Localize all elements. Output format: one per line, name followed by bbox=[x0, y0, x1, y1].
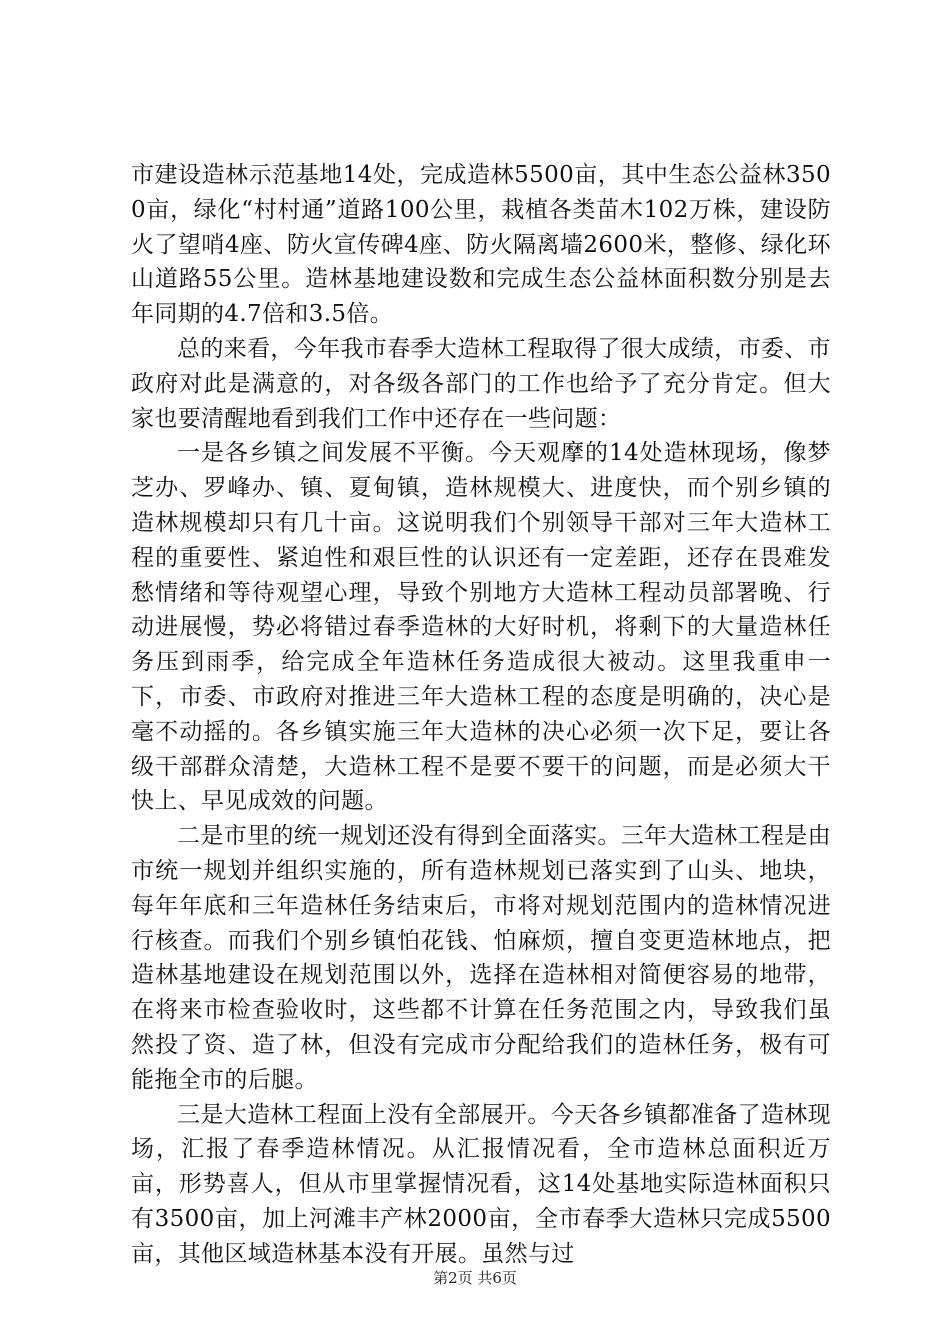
document-body bbox=[131, 158, 831, 1272]
paragraph-issue-two: 二是市里的统一规划还没有得到全面落实。三年大造林工程是由市统一规划并组织实施的，所有造林规划已落实到了山头、地块，每年年底和三年造林任务结束后，市将对规划范围内的造林情况进行核查。而我们个别乡镇怕花钱、怕麻烦，擅自变更造林地点，把造林基地建设在规划范围以外，选择在造林相对简便容易的地带，在将来市检查验收时，这些都不计算在任务范围之内，导致我们虽然投了资、造了林，但没有完成市分配给我们的造林任务，极有可能拖全市的后腿。 bbox=[131, 823, 831, 1093]
paragraph-issue-three: 三是大造林工程面上没有全部展开。今天各乡镇都准备了造林现场，汇报了春季造林情况。从汇报情况看，全市造林总面积近万亩，形势喜人，但从市里掌握情况看，这14处基地实际造林面积只有3500亩，加上河滩丰产林2000亩，全市春季大造林只完成5500亩，其他区域造林基本没有开展。虽然与过 bbox=[131, 1101, 831, 1267]
paragraph-issue-one: 一是各乡镇之间发展不平衡。今天观摩的14处造林现场，像梦芝办、罗峰办、镇、夏甸镇，造林规模大、进度快，而个别乡镇的造林规模却只有几十亩。这说明我们个别领导干部对三年大造林工程的重要性、紧迫性和艰巨性的认识还有一定差距，还存在畏难发愁情绪和等待观望心理，导致个别地方大造林工程动员部署晚、行动进展慢，势必将错过春季造林的大好时机，将剩下的大量造林任务压到雨季，给完成全年造林任务造成很大被动。这里我重申一下，市委、市政府对推进三年大造林工程的态度是明确的，决心是毫不动摇的。各乡镇实施三年大造林的决心必须一次下足，要让各级干部群众清楚，大造林工程不是要不要干的问题，而是必须大干快上、早见成效的问题。 bbox=[131, 440, 831, 815]
page-number-footer: 第2页 共6页 bbox=[433, 1269, 517, 1287]
paragraph-summary: 总的来看，今年我市春季大造林工程取得了很大成绩，市委、市政府对此是满意的，对各级各部门的工作也给予了充分肯定。但大家也要清醒地看到我们工作中还存在一些问题： bbox=[131, 335, 831, 432]
paragraph-continuation: 市建设造林示范基地14处，完成造林5500亩，其中生态公益林3500亩，绿化“村村通”道路100公里，栽植各类苗木102万株，建设防火了望哨4座、防火宣传碑4座、防火隔离墙2600米，整修、绿化环山道路55公里。造林基地建设数和完成生态公益林面积数分别是去年同期的4.7倍和3.5倍。 bbox=[131, 162, 831, 328]
